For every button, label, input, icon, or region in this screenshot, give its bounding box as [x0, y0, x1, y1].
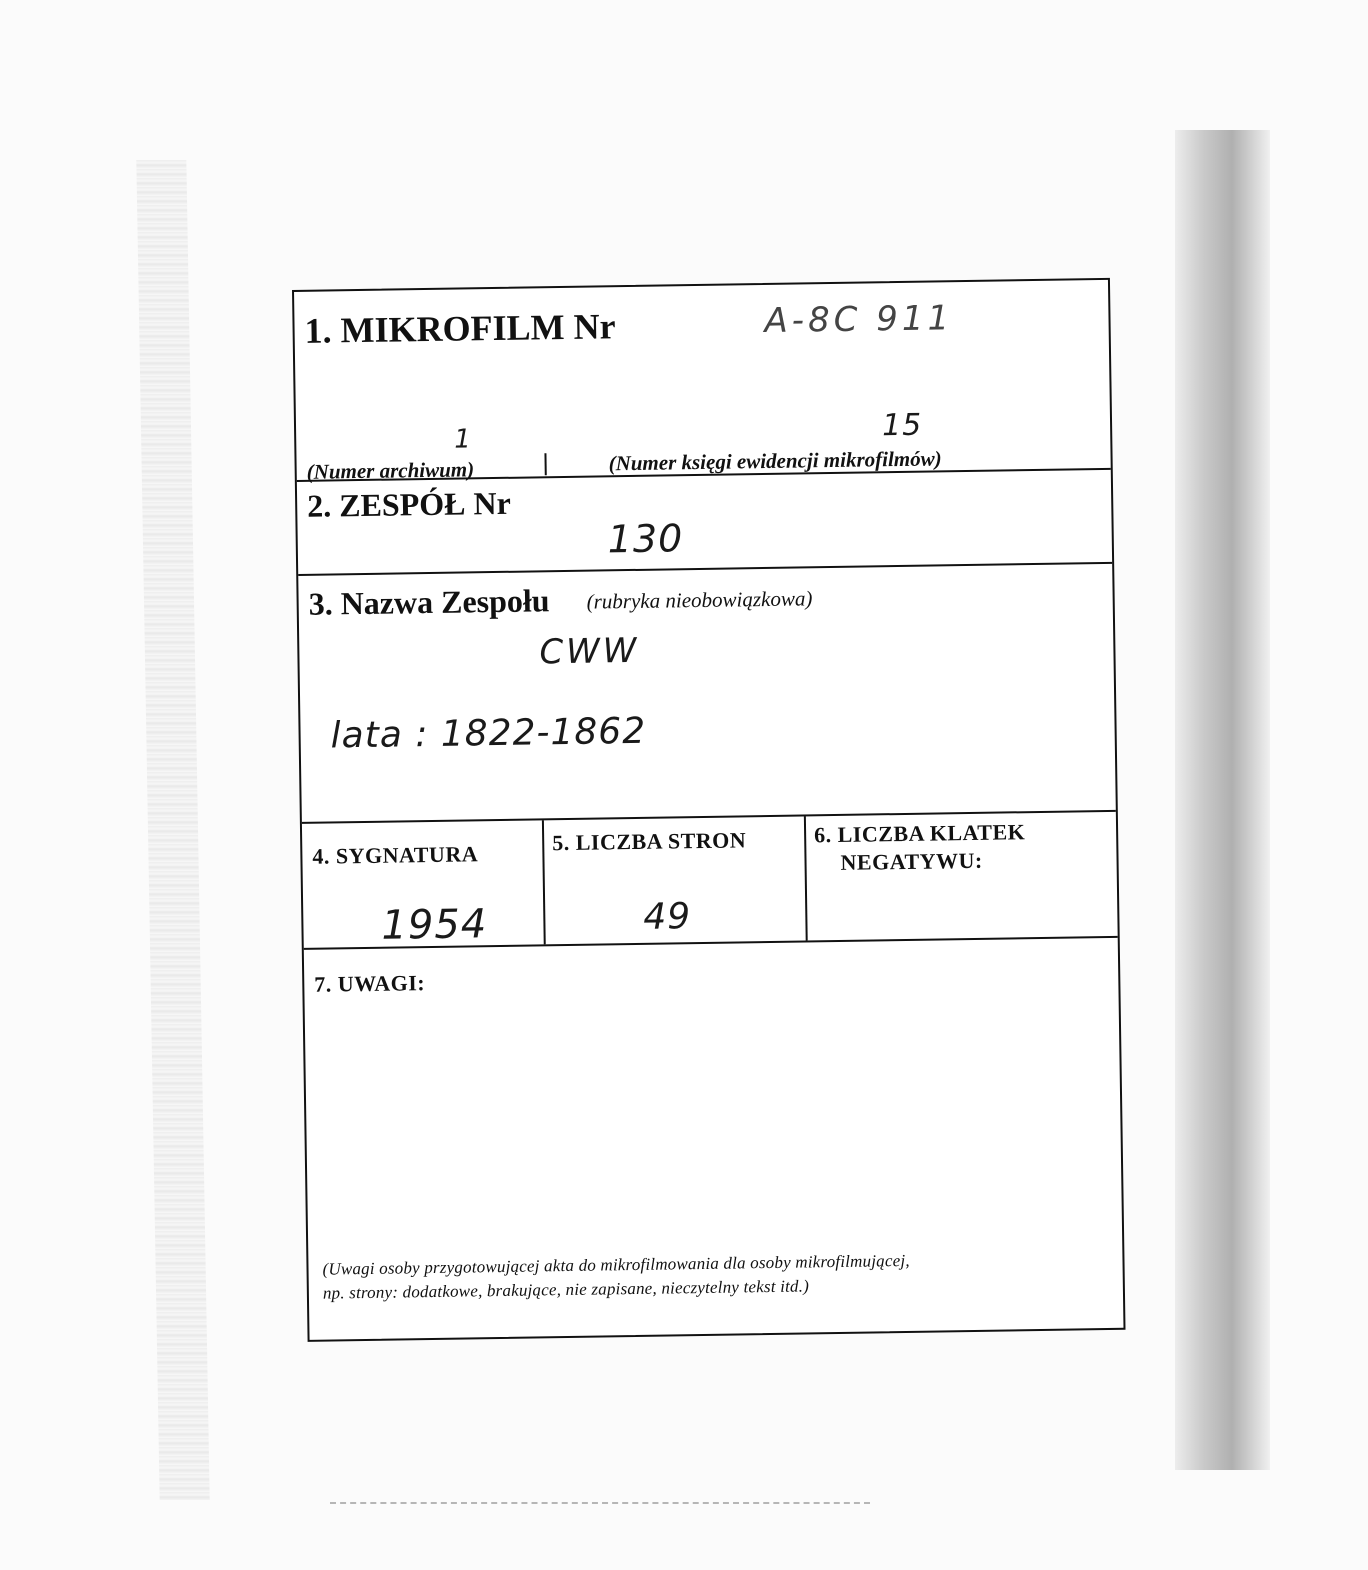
section-remarks [304, 938, 1124, 1340]
ledger-number-label: (Numer księgi ewidencji mikrofilmów) [608, 446, 942, 476]
fonds-number-value: 130 [607, 516, 684, 562]
signature-cell [302, 820, 546, 948]
page-count-cell [544, 816, 808, 944]
negative-frames-label-line2: NEGATYWU: [840, 847, 983, 875]
fonds-number-label: 2. ZESPÓŁ Nr [306, 484, 512, 524]
microfilm-number-label: 1. MIKROFILM Nr [304, 306, 616, 351]
scan-shadow-left [136, 160, 209, 1500]
microfilm-number-value: A-8C 911 [764, 298, 954, 341]
microfilm-form [292, 278, 1126, 1342]
remarks-note-line1: (Uwagi osoby przygotowującej akta do mikrofilmowania dla osoby mikrofilmującej, [322, 1250, 910, 1279]
signature-label: 4. SYGNATURA [312, 841, 479, 869]
fonds-years-value: lata : 1822-1862 [330, 710, 647, 757]
fonds-name-optional-note: (rubryka nieobowiązkowa) [586, 586, 813, 614]
fonds-name-label: 3. Nazwa Zespołu [308, 582, 550, 622]
signature-value: 1954 [381, 901, 488, 949]
negative-frames-label-line1: 6. LICZBA KLATEK [813, 819, 1026, 848]
archive-number-label: (Numer archiwum) [306, 457, 475, 484]
field-divider [544, 453, 546, 475]
fonds-name-value: CWW [539, 630, 640, 673]
page-count-value: 49 [643, 896, 692, 938]
ledger-number-value: 15 [881, 407, 923, 444]
section-details-row [302, 812, 1118, 950]
section-microfilm-number [294, 280, 1111, 482]
remarks-label: 7. UWAGI: [314, 970, 426, 997]
archive-number-value: 1 [454, 424, 473, 455]
negative-frames-cell [806, 812, 1118, 941]
section-fonds-name [298, 564, 1116, 824]
remarks-note-line2: np. strony: dodatkowe, brakujące, nie zapisane, nieczytelny tekst itd.) [322, 1276, 810, 1303]
page-count-label: 5. LICZBA STRON [552, 827, 747, 856]
scan-shadow-right [1175, 130, 1270, 1470]
section-fonds-number [297, 470, 1112, 576]
scan-artifact-bottom [330, 1492, 870, 1504]
